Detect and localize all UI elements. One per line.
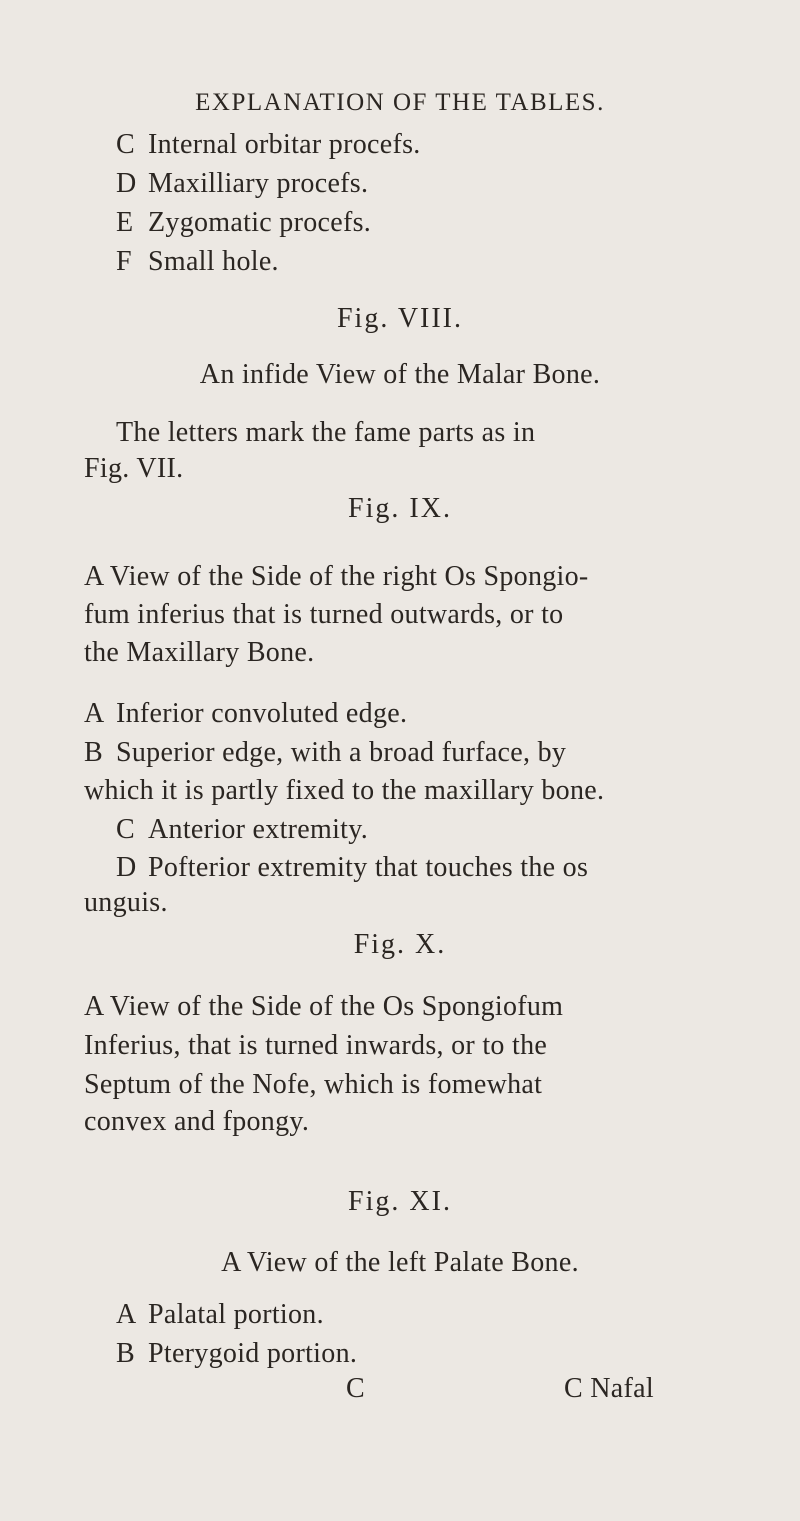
paragraph-line: the Maxillary Bone. — [84, 637, 315, 668]
list-item — [116, 1337, 357, 1371]
item-letter: A — [84, 698, 105, 729]
figure-heading: Fig. X. — [353, 929, 447, 960]
figure-title: An infide View of the Malar Bone. — [199, 359, 601, 390]
list-item — [84, 736, 566, 770]
item-text: Superior edge, with a broad furface, by — [116, 737, 567, 768]
paragraph-line: A View of the Side of the Os Spongiofum — [84, 991, 564, 1022]
item-letter: C — [116, 814, 135, 845]
paragraph-line: Inferius, that is turned inwards, or to the — [84, 1030, 548, 1061]
paragraph-line: Fig. VII. — [84, 453, 184, 484]
item-text: Inferior convoluted edge. — [116, 698, 408, 729]
paragraph-line: which it is partly fixed to the maxillary bone. — [84, 775, 605, 806]
running-header: EXPLANATION OF THE TABLES. — [195, 89, 605, 116]
item-text: Internal orbitar procefs. — [148, 129, 421, 160]
list-item — [116, 206, 371, 240]
item-letter: C — [116, 129, 135, 160]
item-text: Pofterior extremity that touches the os — [148, 852, 589, 883]
item-text: Anterior extremity. — [148, 814, 369, 845]
catchword-left: C — [346, 1373, 365, 1404]
figure-heading: Fig. XI. — [348, 1186, 452, 1217]
item-letter: B — [84, 737, 103, 768]
item-letter: A — [116, 1299, 137, 1330]
item-letter: D — [116, 168, 137, 199]
figure-heading: Fig. VIII. — [336, 303, 464, 334]
item-letter: F — [116, 246, 132, 277]
paragraph-line: The letters mark the fame parts as in — [116, 417, 536, 448]
list-item — [116, 167, 368, 201]
paragraph-line: A View of the Side of the right Os Spongio- — [84, 561, 589, 592]
item-letter: B — [116, 1338, 135, 1369]
item-text: Small hole. — [148, 246, 279, 277]
list-item — [116, 851, 588, 885]
catchword-right: C Nafal — [564, 1373, 654, 1404]
figure-heading: Fig. IX. — [348, 493, 452, 524]
list-item — [116, 813, 368, 847]
paragraph-line: convex and fpongy. — [84, 1106, 310, 1137]
list-item — [116, 1298, 324, 1332]
list-item — [116, 128, 421, 162]
item-text: Zygomatic procefs. — [148, 207, 372, 238]
paragraph-line: unguis. — [84, 887, 168, 918]
paragraph-line: Septum of the Nofe, which is fomewhat — [84, 1069, 543, 1100]
list-item — [116, 245, 279, 279]
item-text: Maxilliary procefs. — [148, 168, 369, 199]
item-letter: D — [116, 852, 137, 883]
paragraph-line: fum inferius that is turned outwards, or to — [84, 599, 564, 630]
item-letter: E — [116, 207, 134, 238]
figure-title: A View of the left Palate Bone. — [221, 1247, 579, 1278]
item-text: Pterygoid portion. — [148, 1338, 358, 1369]
item-text: Palatal portion. — [148, 1299, 324, 1330]
list-item — [84, 697, 407, 731]
